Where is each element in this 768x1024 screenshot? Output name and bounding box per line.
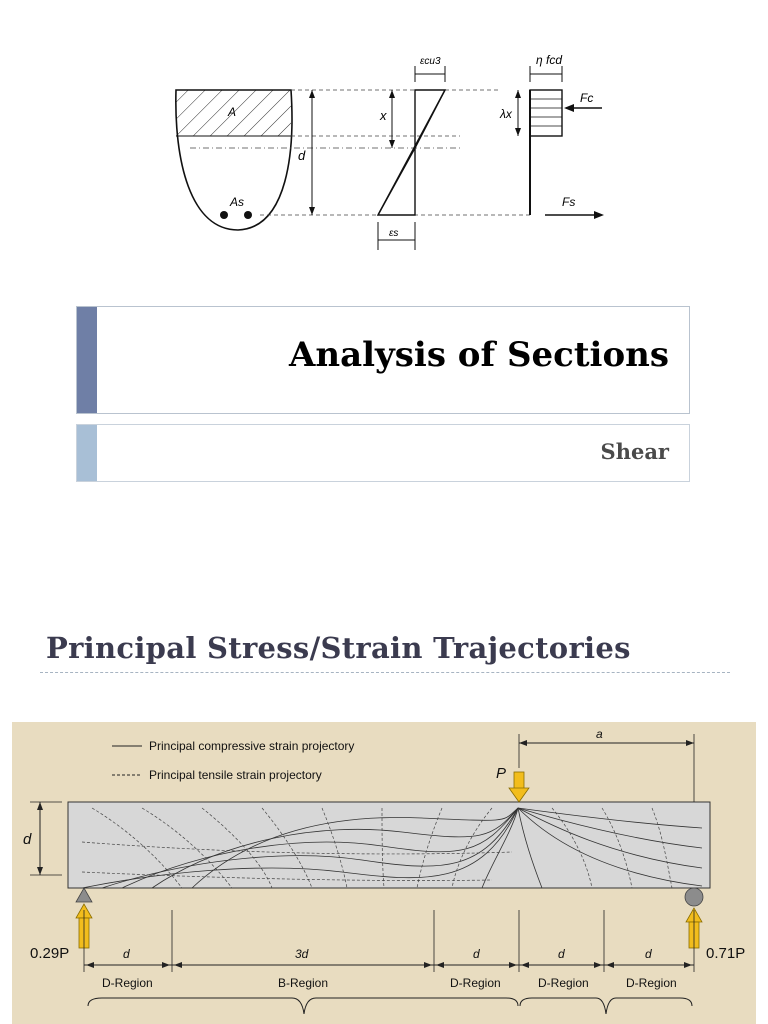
right-reaction-label: 0.71P (706, 945, 746, 962)
section-stress-strain-diagram (160, 50, 620, 260)
stress-label: η fcd (536, 53, 563, 67)
span-label: d (645, 947, 652, 961)
strain-top-label: εcu3 (420, 56, 441, 67)
rebar-dot (220, 211, 228, 219)
effective-depth-label: d (298, 148, 306, 163)
region-label: D-Region (626, 976, 677, 990)
strain-diagram (378, 56, 445, 250)
slide-title-text: Analysis of Sections (288, 335, 669, 375)
tension-force-label: Fs (562, 195, 576, 209)
shear-span-label: a (596, 727, 603, 741)
span-label: d (473, 947, 480, 961)
depth-label: d (23, 831, 32, 848)
beam-trajectory-figure (12, 722, 756, 1024)
region-label: D-Region (538, 976, 589, 990)
compression-force-label: Fc (580, 91, 594, 105)
rebar-dot (244, 211, 252, 219)
legend-compressive: Principal compressive strain projectory (149, 739, 355, 753)
span-label: 3d (295, 947, 309, 961)
region-label: B-Region (278, 976, 329, 990)
title-accent-bar (77, 307, 97, 413)
span-label: d (558, 947, 565, 961)
block-depth-label: λx (500, 107, 512, 121)
span-label: d (123, 947, 130, 961)
load-label: P (496, 765, 507, 782)
slide2-title: Principal Stress/Strain Trajectories (46, 631, 631, 665)
subtitle-box (76, 424, 690, 482)
legend-tensile: Principal tensile strain projectory (149, 768, 322, 782)
area-steel-label: As (230, 195, 245, 209)
stress-block (499, 53, 604, 219)
left-reaction-label: 0.29P (30, 945, 70, 962)
region-label: D-Region (450, 976, 501, 990)
slide-trajectories (0, 577, 768, 1024)
strain-steel-label: εs (389, 228, 399, 239)
title-box (76, 306, 690, 414)
subtitle-accent-bar (77, 425, 97, 481)
roller-support (685, 888, 703, 906)
title-underline (40, 672, 730, 673)
neutral-axis-depth-label: x (380, 108, 387, 123)
cross-section (176, 90, 292, 230)
area-compression-label: A (228, 105, 237, 119)
slide-subtitle-text: Shear (600, 439, 669, 464)
region-label: D-Region (102, 976, 153, 990)
